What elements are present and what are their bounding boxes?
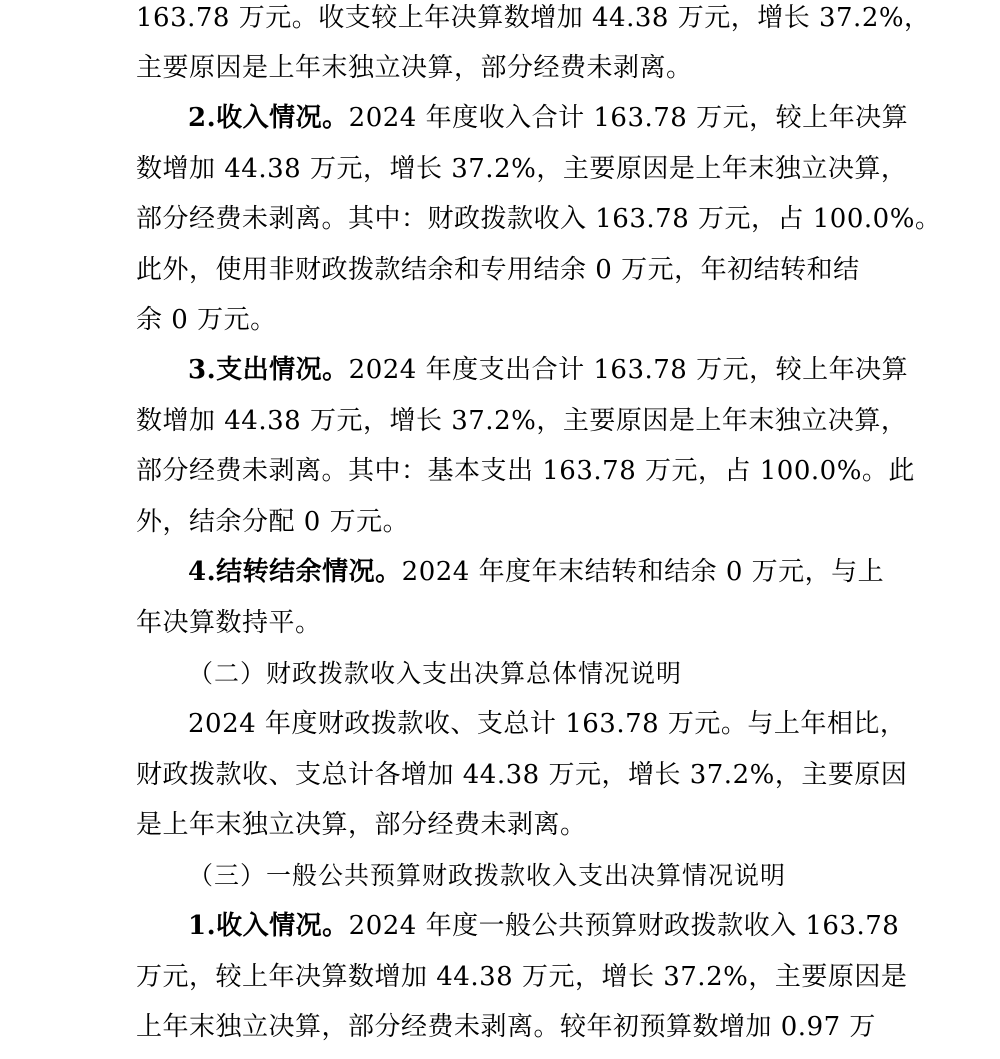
- paragraph-expenditure: [188, 352, 908, 402]
- text-line: 年决算数持平。: [136, 608, 322, 638]
- text-line: 部分经费未剥离。其中：基本支出 163.78 万元，占 100.0%。此: [136, 456, 915, 486]
- paragraph-text: 2024 年度一般公共预算财政拨款收入 163.78: [348, 911, 900, 941]
- text-line: 数增加 44.38 万元，增长 37.2%，主要原因是上年末独立决算，: [136, 154, 908, 184]
- paragraph-heading: 1.收入情况。: [188, 911, 349, 941]
- paragraph-text: 2024 年度收入合计 163.78 万元，较上年决算: [348, 103, 909, 133]
- text-line: 部分经费未剥离。其中：财政拨款收入 163.78 万元，占 100.0%。: [136, 204, 942, 234]
- text-line: 上年末独立决算，部分经费未剥离。较年初预算数增加 0.97 万: [136, 1012, 876, 1042]
- section-heading: （三）一般公共预算财政拨款收入支出决算情况说明: [188, 861, 787, 890]
- paragraph-heading: 2.收入情况。: [188, 103, 349, 133]
- paragraph-heading: 3.支出情况。: [188, 355, 349, 385]
- text-line: 主要原因是上年末独立决算，部分经费未剥离。: [136, 53, 693, 83]
- text-line: 此外，使用非财政拨款结余和专用结余 0 万元，年初结转和结: [136, 255, 860, 285]
- text-line: 数增加 44.38 万元，增长 37.2%，主要原因是上年末独立决算，: [136, 406, 908, 436]
- text-line: 163.78 万元。收支较上年决算数增加 44.38 万元，增长 37.2%，: [136, 3, 931, 33]
- text-line: 余 0 万元。: [136, 305, 277, 335]
- section-heading: （二）财政拨款收入支出决算总体情况说明: [188, 659, 683, 688]
- paragraph-gpb-income: [188, 908, 899, 958]
- text-line: 2024 年度财政拨款收、支总计 163.78 万元。与上年相比，: [188, 709, 907, 739]
- paragraph-text: 2024 年度支出合计 163.78 万元，较上年决算: [348, 355, 909, 385]
- paragraph-income: [188, 100, 908, 150]
- paragraph-heading: 4.结转结余情况。: [188, 557, 402, 587]
- text-line: 是上年末独立决算，部分经费未剥离。: [136, 810, 587, 840]
- text-line: 万元，较上年决算数增加 44.38 万元，增长 37.2%，主要原因是: [136, 962, 908, 992]
- paragraph-text: 2024 年度年末结转和结余 0 万元，与上: [401, 557, 885, 587]
- text-line: 财政拨款收、支总计各增加 44.38 万元，增长 37.2%，主要原因: [136, 760, 908, 790]
- paragraph-carryover: [188, 554, 884, 604]
- text-line: 外，结余分配 0 万元。: [136, 507, 410, 537]
